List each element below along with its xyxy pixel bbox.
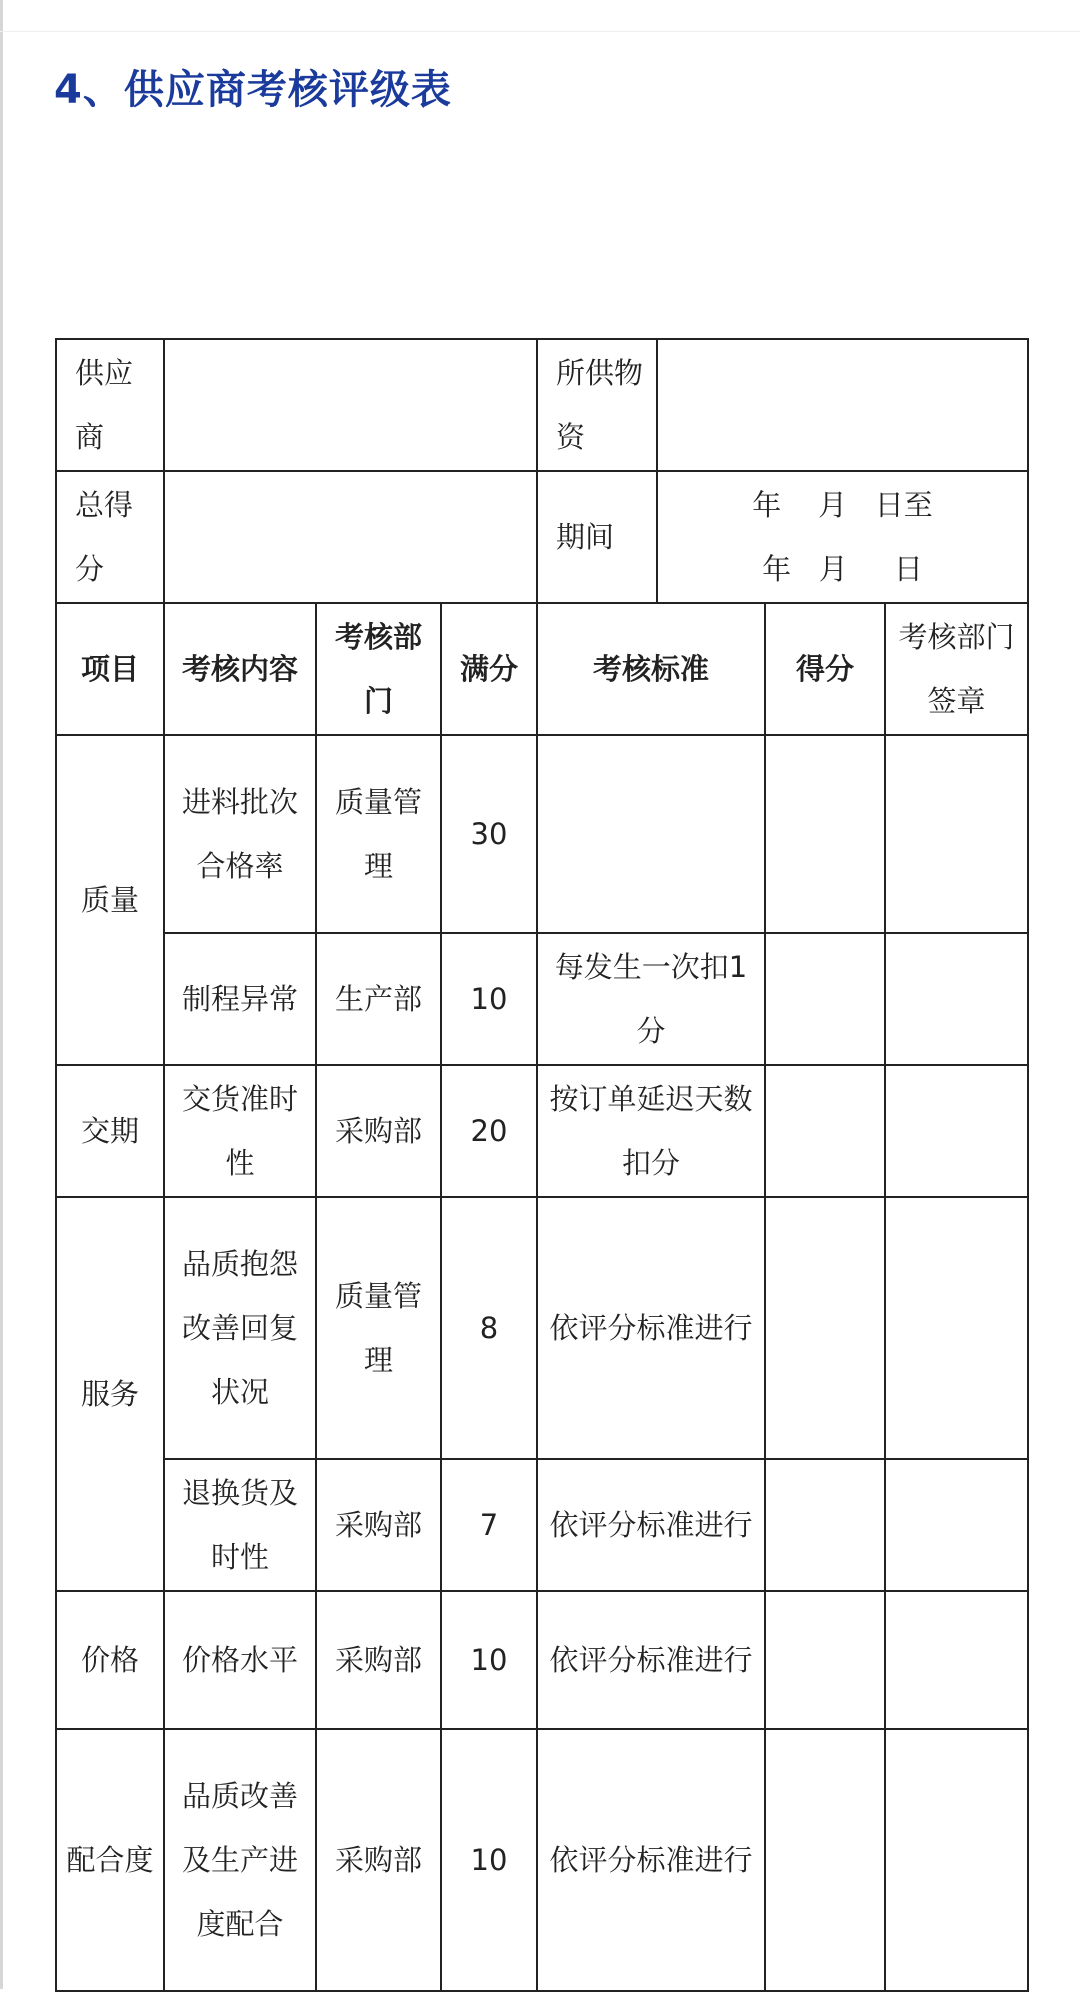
table-header-row (56, 603, 1028, 735)
supplier-rating-table (55, 338, 1029, 1992)
header-content: 考核内容 (164, 603, 316, 735)
supplier-label: 供应商 (56, 339, 164, 471)
sign-cell[interactable] (885, 1459, 1028, 1591)
header-score: 得分 (765, 603, 885, 735)
full-score-cell: 10 (441, 933, 537, 1065)
period-end-line: 年 月 日 (762, 552, 923, 586)
score-cell[interactable] (765, 1065, 885, 1197)
dept-cell: 质量管理 (316, 735, 441, 933)
header-dept-sign: 考核部门签章 (885, 603, 1028, 735)
content-cell: 交货准时性 (164, 1065, 316, 1197)
materials-label: 所供物资 (537, 339, 657, 471)
table-row (56, 1197, 1028, 1459)
table-row (56, 1729, 1028, 1991)
sign-cell[interactable] (885, 933, 1028, 1065)
dept-cell: 采购部 (316, 1459, 441, 1591)
score-cell[interactable] (765, 1197, 885, 1459)
table-row (56, 735, 1028, 933)
content-cell: 价格水平 (164, 1591, 316, 1729)
content-cell: 品质抱怨改善回复状况 (164, 1197, 316, 1459)
table-row (56, 933, 1028, 1065)
dept-cell: 质量管理 (316, 1197, 441, 1459)
sign-cell[interactable] (885, 1729, 1028, 1991)
period-label: 期间 (537, 471, 657, 603)
standard-cell: 依评分标准进行 (537, 1459, 765, 1591)
dept-cell: 采购部 (316, 1591, 441, 1729)
score-cell[interactable] (765, 735, 885, 933)
full-score-cell: 10 (441, 1729, 537, 1991)
full-score-cell: 30 (441, 735, 537, 933)
standard-cell: 依评分标准进行 (537, 1729, 765, 1991)
page-title: 4、供应商考核评级表 (54, 67, 452, 113)
full-score-cell: 20 (441, 1065, 537, 1197)
total-score-label: 总得分 (56, 471, 164, 603)
table-row (56, 1591, 1028, 1729)
score-cell[interactable] (765, 1459, 885, 1591)
standard-cell: 按订单延迟天数扣分 (537, 1065, 765, 1197)
header-full-score: 满分 (441, 603, 537, 735)
header-standard: 考核标准 (537, 603, 765, 735)
score-cell[interactable] (765, 933, 885, 1065)
score-cell[interactable] (765, 1729, 885, 1991)
item-cell: 质量 (56, 735, 164, 1065)
table-row (56, 1065, 1028, 1197)
top-edge-rule (0, 31, 1080, 32)
standard-cell: 每发生一次扣1分 (537, 933, 765, 1065)
item-cell: 服务 (56, 1197, 164, 1591)
full-score-cell: 10 (441, 1591, 537, 1729)
content-cell: 品质改善及生产进度配合 (164, 1729, 316, 1991)
item-cell: 交期 (56, 1065, 164, 1197)
item-cell: 配合度 (56, 1729, 164, 1991)
supplier-value-cell[interactable] (164, 339, 537, 471)
content-cell: 制程异常 (164, 933, 316, 1065)
sign-cell[interactable] (885, 1197, 1028, 1459)
sign-cell[interactable] (885, 735, 1028, 933)
period-start-line: 年 月 日至 (752, 488, 933, 522)
header-item: 项目 (56, 603, 164, 735)
table-row (56, 1459, 1028, 1591)
score-cell[interactable] (765, 1591, 885, 1729)
standard-cell: 依评分标准进行 (537, 1197, 765, 1459)
period-value-cell[interactable] (657, 471, 1028, 603)
dept-cell: 采购部 (316, 1729, 441, 1991)
full-score-cell: 8 (441, 1197, 537, 1459)
item-cell: 价格 (56, 1591, 164, 1729)
materials-value-cell[interactable] (657, 339, 1028, 471)
table-row-supplier (56, 339, 1028, 471)
header-dept: 考核部门 (316, 603, 441, 735)
table-row-total (56, 471, 1028, 603)
dept-cell: 生产部 (316, 933, 441, 1065)
sign-cell[interactable] (885, 1591, 1028, 1729)
standard-cell (537, 735, 765, 933)
dept-cell: 采购部 (316, 1065, 441, 1197)
content-cell: 退换货及时性 (164, 1459, 316, 1591)
total-score-value-cell[interactable] (164, 471, 537, 603)
content-cell: 进料批次合格率 (164, 735, 316, 933)
standard-cell: 依评分标准进行 (537, 1591, 765, 1729)
full-score-cell: 7 (441, 1459, 537, 1591)
left-edge-rule (0, 0, 3, 1989)
sign-cell[interactable] (885, 1065, 1028, 1197)
